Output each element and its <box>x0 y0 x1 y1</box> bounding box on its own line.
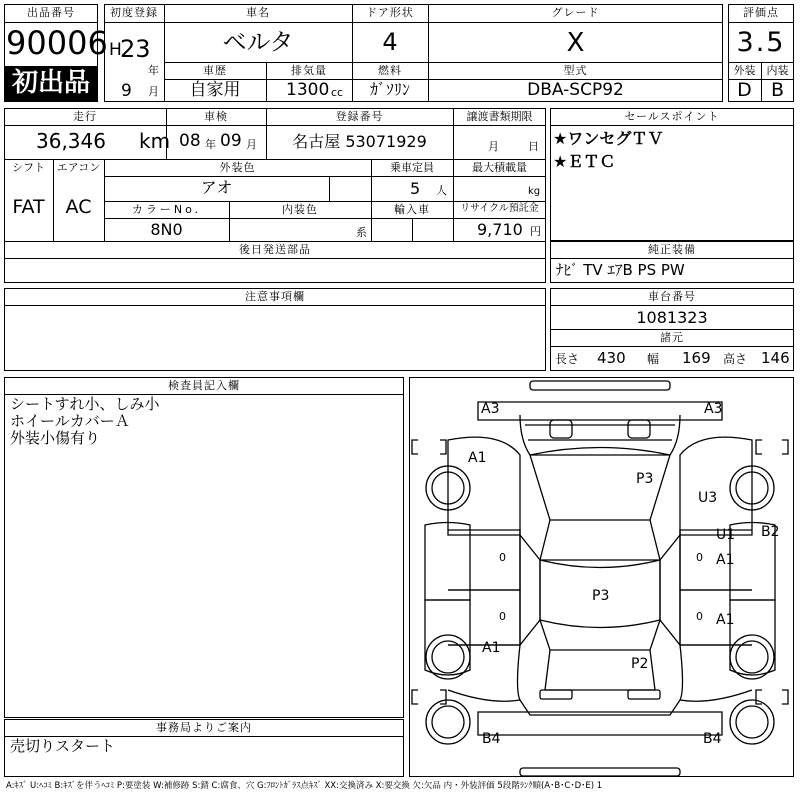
mark-p2: P2 <box>631 656 649 672</box>
mark-a3-left: A3 <box>481 401 500 417</box>
shift: FAT <box>12 196 45 218</box>
grade-label: グレード <box>551 6 600 19</box>
int-color-unit: 系 <box>356 226 367 239</box>
zero-left-2: 0 <box>499 610 506 623</box>
inspector-label: 検査員記入欄 <box>168 379 240 392</box>
capacity-label: 乗車定員 <box>390 161 434 174</box>
doors: 4 <box>382 28 398 56</box>
year-unit: 年 <box>148 64 159 77</box>
mark-b4-right: B4 <box>703 731 722 747</box>
chassis-label: 車台番号 <box>648 290 696 303</box>
color-no: 8N0 <box>150 220 183 239</box>
inspector-line-2: ホイールカバーＡ <box>10 412 130 430</box>
height-label: 高さ <box>723 352 748 366</box>
shift-label: シフト <box>12 161 45 174</box>
mark-b4-left: B4 <box>482 731 501 747</box>
history-label: 車歴 <box>203 64 227 77</box>
insp-year: 08 <box>179 131 201 151</box>
insp-month: 09 <box>220 131 242 151</box>
mileage-unit: km <box>139 129 171 153</box>
car-name: ベルタ <box>222 28 294 56</box>
chassis-number: 1081323 <box>636 308 708 327</box>
ac-label: エアコン <box>56 161 101 174</box>
month-unit: 月 <box>148 85 159 98</box>
mark-p3-roof: P3 <box>592 588 610 604</box>
later-parts-label: 後日発送部品 <box>239 243 311 256</box>
ac: AC <box>65 196 92 218</box>
notes-label: 注意事項欄 <box>245 290 305 303</box>
mark-b2: B2 <box>761 524 780 540</box>
equipment-label: 純正装備 <box>648 243 696 256</box>
insp-year-unit: 年 <box>205 138 216 151</box>
insp-month-unit: 月 <box>246 138 257 151</box>
mileage-label: 走行 <box>73 110 97 123</box>
zero-right-1: 0 <box>696 551 703 564</box>
width-label: 幅 <box>647 352 660 366</box>
capacity: 5 <box>410 179 421 198</box>
color: アオ <box>200 178 233 197</box>
score-label: 評価点 <box>743 6 779 19</box>
equipment-value: ﾅﾋﾞ TV ｴｱB PS PW <box>556 261 685 279</box>
zero-right-2: 0 <box>696 610 703 623</box>
door-label: ドア形状 <box>366 6 414 19</box>
length-label: 長さ <box>555 352 580 366</box>
mark-a1-front-left: A1 <box>468 450 487 466</box>
transfer-label: 譲渡書類期限 <box>466 110 533 123</box>
import-label: 輸入車 <box>394 203 430 216</box>
interior-grade: B <box>770 79 785 101</box>
office-text: 売切りスタート <box>10 737 116 755</box>
interior-label: 内装 <box>766 64 789 77</box>
inspector-line-1: シートすれ小、しみ小 <box>10 395 160 413</box>
legend: A:ｷｽﾞ U:ﾍｺﾐ B:ｷｽﾞを伴うﾍｺﾐ P:要塗装 W:補修跡 S:錆 C:腐食、穴 G:ﾌﾛﾝﾄｶﾞﾗｽ点ｷｽﾞ XX:交換済み X:要交換 欠:欠品 内・外装評価 5段階ﾗﾝｸ順(A･B･C･D･E) 1 <box>6 781 603 791</box>
displacement-label: 排気量 <box>291 64 327 77</box>
office-label: 事務局よりご案内 <box>156 721 252 734</box>
sales-point-1: ★ワンセグＴＶ <box>553 129 664 148</box>
exterior-grade: D <box>737 79 752 101</box>
color-label: 外装色 <box>219 161 256 174</box>
fuel-label: 燃料 <box>378 64 402 77</box>
month: 9 <box>121 81 132 101</box>
lot-number: 90006 <box>6 24 108 62</box>
zero-left-1: 0 <box>499 551 506 564</box>
int-color-label: 内装色 <box>282 203 318 216</box>
recycle-label: リサイクル預託金 <box>460 203 539 214</box>
mark-p3-hood: P3 <box>636 471 654 487</box>
lot-label: 出品番号 <box>27 6 75 19</box>
capacity-unit: 人 <box>436 184 447 197</box>
first-listing-text: 初出品 <box>11 68 90 98</box>
length: 430 <box>597 349 626 367</box>
exterior-label: 外装 <box>733 64 756 77</box>
recycle-unit: 円 <box>530 225 541 238</box>
width: 169 <box>682 349 711 367</box>
inspector-line-3: 外装小傷有り <box>10 429 101 447</box>
mark-a1-right-door-2: A1 <box>716 612 735 628</box>
inspection-label: 車検 <box>204 110 228 123</box>
max-load-unit: kg <box>528 186 541 197</box>
mileage: 36,346 <box>36 129 106 153</box>
displacement-unit: cc <box>331 86 344 99</box>
spec-label: 諸元 <box>660 331 684 344</box>
mark-a1-right-door-1: A1 <box>716 552 735 568</box>
reg-number: 名古屋 53071929 <box>292 132 427 151</box>
mark-u3: U3 <box>698 490 718 506</box>
sales-point-2: ★ＥＴＣ <box>553 152 616 171</box>
model: DBA-SCP92 <box>527 80 624 100</box>
transfer-month: 月 <box>488 140 499 153</box>
mark-a1-rear-left: A1 <box>482 640 501 656</box>
mark-u1: U1 <box>716 527 736 543</box>
car-name-label: 車名 <box>246 6 270 19</box>
score: 3.5 <box>736 27 786 58</box>
recycle: 9,710 <box>477 220 523 239</box>
mark-a3-right: A3 <box>704 401 723 417</box>
reg-label: 登録番号 <box>335 110 384 123</box>
max-load-label: 最大積載量 <box>472 161 527 174</box>
height: 146 <box>761 349 790 367</box>
era: H <box>109 40 122 60</box>
history: 自家用 <box>189 80 241 100</box>
fuel: ｶﾞｿﾘﾝ <box>369 80 410 99</box>
sales-label: セールスポイント <box>624 110 720 123</box>
transfer-day: 日 <box>528 140 539 153</box>
model-label: 型式 <box>563 64 588 77</box>
displacement: 1300 <box>286 80 330 100</box>
color-no-label: カラーNo. <box>131 203 202 216</box>
grade: X <box>566 28 585 58</box>
year: 23 <box>120 35 151 63</box>
first-reg-label: 初度登録 <box>110 6 158 19</box>
